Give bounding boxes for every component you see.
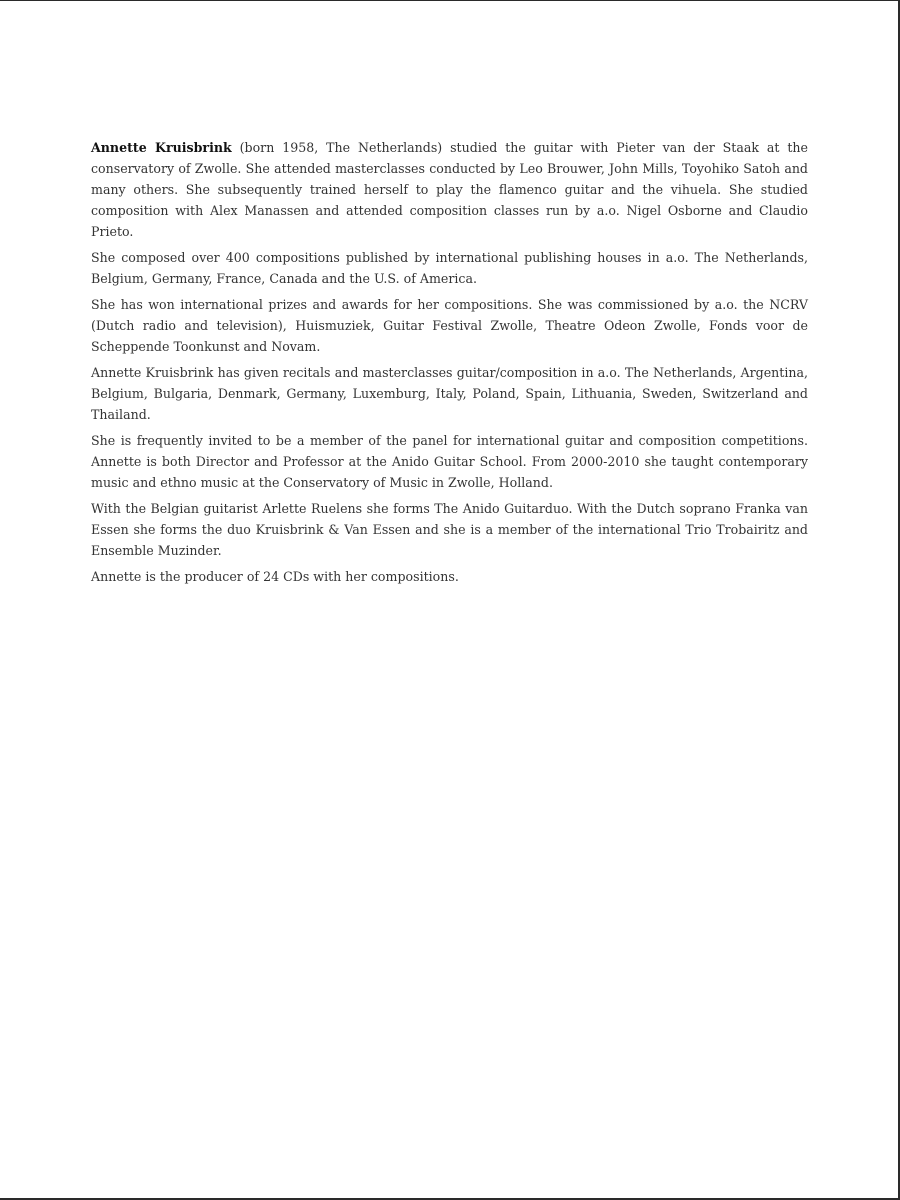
bio-intro-text: (born 1958, The Netherlands) studied the guitar with Pieter van der Staak at the conservatory of Zwolle. She attended masterclasses conducted by Leo Brouwer, John Mills, Toyohiko Satoh and many others. She subsequently trained herself to play the flamenco guitar and the vihuela. She studied composition with Alex Manassen and attended composition classes run by a.o. Nigel Osborne and Claudio Prieto. (91, 140, 808, 239)
bio-paragraph-ensembles: With the Belgian guitarist Arlette Ruelens she forms The Anido Guitarduo. With the Dutch soprano Franka van Essen she forms the duo Kruisbrink & Van Essen and she is a member of the international Trio Trobairitz and Ensemble Muzinder. (91, 501, 808, 558)
composer-name: Annette Kruisbrink (91, 140, 232, 155)
biography-text-block (91, 137, 808, 592)
bio-paragraph-teaching: She is frequently invited to be a member of the panel for international guitar and composition competitions. Annette is both Director and Professor at the Anido Guitar School. From 2000-2010 she taught contemporary music and ethno music at the Conservatory of Music in Zwolle, Holland. (91, 433, 808, 490)
bio-intro-paragraph (91, 137, 808, 242)
bio-paragraph-recitals: Annette Kruisbrink has given recitals and masterclasses guitar/composition in a.o. The Netherlands, Argentina, Belgium, Bulgaria, Denmark, Germany, Luxemburg, Italy, Poland, Spain, Lithuania, Sweden, Switzerland and Thailand. (91, 365, 808, 422)
bio-paragraph-awards: She has won international prizes and awards for her compositions. She was commissioned by a.o. the NCRV (Dutch radio and television), Huismuziek, Guitar Festival Zwolle, Theatre Odeon Zwolle, Fonds voor de Scheppende Toonkunst and Novam. (91, 297, 808, 354)
bio-paragraph-discography: Annette is the producer of 24 CDs with her compositions. (91, 569, 459, 584)
bio-paragraph-publications: She composed over 400 compositions published by international publishing houses in a.o. The Netherlands, Belgium, Germany, France, Canada and the U.S. of America. (91, 250, 808, 286)
